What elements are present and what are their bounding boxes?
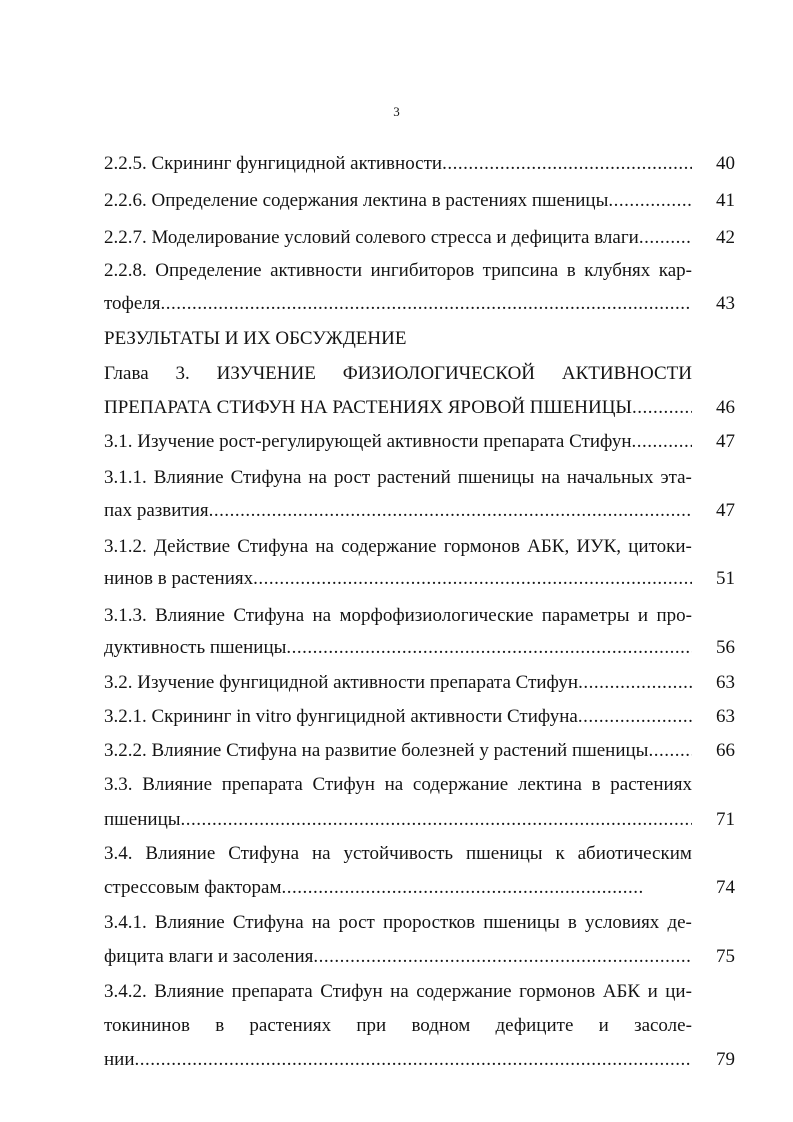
toc-page-number: 56 xyxy=(716,637,735,658)
word: гормонов xyxy=(519,981,596,1002)
word: активности xyxy=(270,260,363,281)
word: ингибиторов xyxy=(370,260,475,281)
leader-dots xyxy=(181,808,692,832)
toc-page-number: 63 xyxy=(716,706,735,727)
toc-page-number: 63 xyxy=(716,672,735,693)
word: 3.3. xyxy=(104,774,133,795)
toc-page-number: 46 xyxy=(716,397,735,418)
toc-entry[interactable] xyxy=(104,226,692,250)
toc-entry-title: тофеля xyxy=(104,293,161,314)
toc-page-number: 47 xyxy=(716,431,735,452)
toc-entry[interactable] xyxy=(104,259,692,283)
toc-entry-title xyxy=(104,911,692,935)
word: Стифуна xyxy=(232,912,304,933)
toc-entry-continuation[interactable] xyxy=(104,292,692,316)
chapter-heading-continuation[interactable] xyxy=(104,396,692,420)
word: пшеницы xyxy=(457,467,535,488)
word: проростков xyxy=(382,912,476,933)
toc-entry-title: 2.2.5. Скрининг фунгицидной активности xyxy=(104,153,443,174)
word: трипсина xyxy=(482,260,559,281)
toc-entry[interactable] xyxy=(104,152,692,176)
word: АБК, xyxy=(527,536,570,557)
word: 3.1.1. xyxy=(104,467,147,488)
leader-dots xyxy=(442,152,692,176)
toc-entry-title: нии xyxy=(104,1049,135,1070)
word: Влияние xyxy=(154,981,225,1002)
word: Стифуна xyxy=(228,843,300,864)
word: 3. xyxy=(175,363,190,384)
toc-entry[interactable] xyxy=(104,535,692,559)
toc-entry-title: стрессовым факторам xyxy=(104,877,282,898)
leader-dots xyxy=(313,945,692,969)
word: ИУК, xyxy=(576,536,622,557)
toc-entry[interactable] xyxy=(104,189,692,213)
word: к xyxy=(555,843,565,864)
word: засоле- xyxy=(634,1015,692,1036)
word: в xyxy=(215,1015,225,1036)
word: содержание xyxy=(341,536,437,557)
word: цитоки- xyxy=(628,536,692,557)
toc-entry-title: пшеницы xyxy=(104,809,181,830)
word: на xyxy=(315,536,334,557)
word: в xyxy=(567,912,577,933)
word: Влияние xyxy=(142,774,213,795)
leader-dots xyxy=(161,292,692,316)
word: содержание xyxy=(416,981,512,1002)
word: 3.4.1. xyxy=(104,912,147,933)
chapter-title xyxy=(104,362,692,386)
word: 3.1.2. xyxy=(104,536,147,557)
leader-dots xyxy=(135,1048,692,1072)
leader-dots xyxy=(282,876,645,900)
toc-page-number: 41 xyxy=(716,190,735,211)
word: при xyxy=(356,1015,387,1036)
word: токининов xyxy=(104,1015,190,1036)
page-number: 3 xyxy=(393,104,400,119)
word: ФИЗИОЛОГИЧЕСКОЙ xyxy=(342,363,536,384)
word: АКТИВНОСТИ xyxy=(561,363,692,384)
word: препарата xyxy=(231,981,313,1002)
toc-page-number: 71 xyxy=(716,809,735,830)
toc-entry-title xyxy=(104,535,692,559)
toc-page-number: 42 xyxy=(716,227,735,248)
toc-entry-title xyxy=(104,466,692,490)
toc-entry-continuation[interactable] xyxy=(104,567,692,591)
toc-entry-title: дуктивность пшеницы xyxy=(104,637,287,658)
word: на xyxy=(390,981,409,1002)
word: морфофизиологические xyxy=(339,605,534,626)
word: содержание xyxy=(412,774,509,795)
toc-entry-title xyxy=(104,604,692,628)
toc-entry-continuation[interactable] xyxy=(104,499,692,523)
toc-entry-title: 3.2.2. Влияние Стифуна на развитие болезней у растений пшеницы xyxy=(104,740,649,761)
toc-entry-title: нинов в растениях xyxy=(104,568,254,589)
toc-entry-title: 3.1. Изучение рост-регулирующей активности препарата Стифун xyxy=(104,431,632,452)
word: Стифуна xyxy=(230,467,302,488)
word: растениях xyxy=(610,774,692,795)
word: на xyxy=(312,605,332,626)
toc-entry[interactable] xyxy=(104,842,692,866)
word: условиях xyxy=(585,912,660,933)
toc-page-number: 51 xyxy=(716,568,735,589)
word: начальных xyxy=(566,467,654,488)
toc-entry-continuation[interactable] xyxy=(104,636,692,660)
leader-dots xyxy=(209,499,692,523)
leader-dots xyxy=(253,567,692,591)
toc-page-number: 66 xyxy=(716,740,735,761)
toc-entry-continuation[interactable] xyxy=(104,945,692,969)
toc-entry-title: 2.2.7. Моделирование условий солевого стресса и дефицита влаги xyxy=(104,227,639,248)
word: АБК xyxy=(602,981,641,1002)
word: пшеницы xyxy=(483,912,560,933)
word: на xyxy=(311,843,331,864)
word: Действие xyxy=(153,536,231,557)
toc-page-number: 43 xyxy=(716,293,735,314)
toc-entry-title: 2.2.6. Определение содержания лектина в растениях пшеницы xyxy=(104,190,609,211)
word: препарата xyxy=(221,774,303,795)
word: пшеницы xyxy=(466,843,543,864)
word: Стифун xyxy=(320,981,383,1002)
word: абиотическим xyxy=(577,843,692,864)
toc-entry-continuation[interactable] xyxy=(104,808,692,832)
word: клубнях xyxy=(584,260,651,281)
toc-page-number: 74 xyxy=(716,877,735,898)
word: эта- xyxy=(660,467,692,488)
toc-entry[interactable] xyxy=(104,671,692,695)
word: и xyxy=(647,981,658,1002)
word: про- xyxy=(656,605,692,626)
word: на xyxy=(541,467,560,488)
word: рост xyxy=(338,912,375,933)
word: Определение xyxy=(155,260,262,281)
toc-page-number: 79 xyxy=(716,1049,735,1070)
toc-entry[interactable] xyxy=(104,466,692,490)
toc-entry[interactable] xyxy=(104,773,692,797)
toc-entry-title: фицита влаги и засоления xyxy=(104,946,314,967)
section-heading[interactable]: РЕЗУЛЬТАТЫ И ИХ ОБСУЖДЕНИЕ xyxy=(104,328,407,349)
word: 2.2.8. xyxy=(104,260,147,281)
toc-entry-continuation[interactable] xyxy=(104,1014,692,1038)
word: и xyxy=(598,1015,609,1036)
word: на xyxy=(311,912,331,933)
word: в xyxy=(591,774,601,795)
toc-entry[interactable] xyxy=(104,911,692,935)
leader-dots xyxy=(286,636,692,660)
word: Стифун xyxy=(312,774,375,795)
toc-entry-title: пах развития xyxy=(104,500,209,521)
word: Влияние xyxy=(155,605,225,626)
toc-page-number: 75 xyxy=(716,946,735,967)
word: 3.4.2. xyxy=(104,981,147,1002)
word: ИЗУЧЕНИЕ xyxy=(216,363,316,384)
word: растений xyxy=(377,467,451,488)
word: и xyxy=(637,605,649,626)
toc-entry-title: 3.2. Изучение фунгицидной активности препарата Стифун xyxy=(104,672,579,693)
word: ци- xyxy=(665,981,692,1002)
toc-entry-continuation[interactable] xyxy=(104,876,644,900)
word: на xyxy=(308,467,327,488)
toc-entry-title xyxy=(104,773,692,797)
toc-entry[interactable] xyxy=(104,604,692,628)
word: дефиците xyxy=(495,1015,574,1036)
toc-entry[interactable] xyxy=(104,705,692,729)
toc-page-number: 47 xyxy=(716,500,735,521)
word: Влияние xyxy=(154,912,225,933)
word: в xyxy=(566,260,576,281)
toc-entry-title xyxy=(104,980,692,1004)
word: де- xyxy=(667,912,692,933)
toc-entry-title xyxy=(104,259,692,283)
word: Стифуна xyxy=(237,536,309,557)
word: рост xyxy=(333,467,371,488)
word: Влияние xyxy=(153,467,224,488)
word: устойчивость xyxy=(343,843,454,864)
toc-entry[interactable] xyxy=(104,430,692,454)
toc-entry-title xyxy=(104,1014,692,1038)
toc-entry[interactable] xyxy=(104,739,692,763)
word: водном xyxy=(411,1015,471,1036)
word: Влияние xyxy=(145,843,216,864)
word: кар- xyxy=(658,260,692,281)
word: Стифуна xyxy=(233,605,305,626)
toc-page-number: 40 xyxy=(716,153,735,174)
word: 3.1.3. xyxy=(104,605,147,626)
word: на xyxy=(384,774,404,795)
word: лектина xyxy=(517,774,582,795)
chapter-heading[interactable] xyxy=(104,362,692,386)
word: гормонов xyxy=(443,536,520,557)
toc-entry-title: 3.2.1. Скрининг in vitro фунгицидной активности Стифуна xyxy=(104,706,578,727)
word: растениях xyxy=(249,1015,332,1036)
toc-entry-title xyxy=(104,842,692,866)
word: 3.4. xyxy=(104,843,133,864)
toc-entry[interactable] xyxy=(104,980,692,1004)
word: параметры xyxy=(541,605,630,626)
word: Глава xyxy=(104,363,149,384)
toc-entry-continuation[interactable] xyxy=(104,1048,692,1072)
chapter-title: ПРЕПАРАТА СТИФУН НА РАСТЕНИЯХ ЯРОВОЙ ПШЕНИЦЫ xyxy=(104,397,633,418)
